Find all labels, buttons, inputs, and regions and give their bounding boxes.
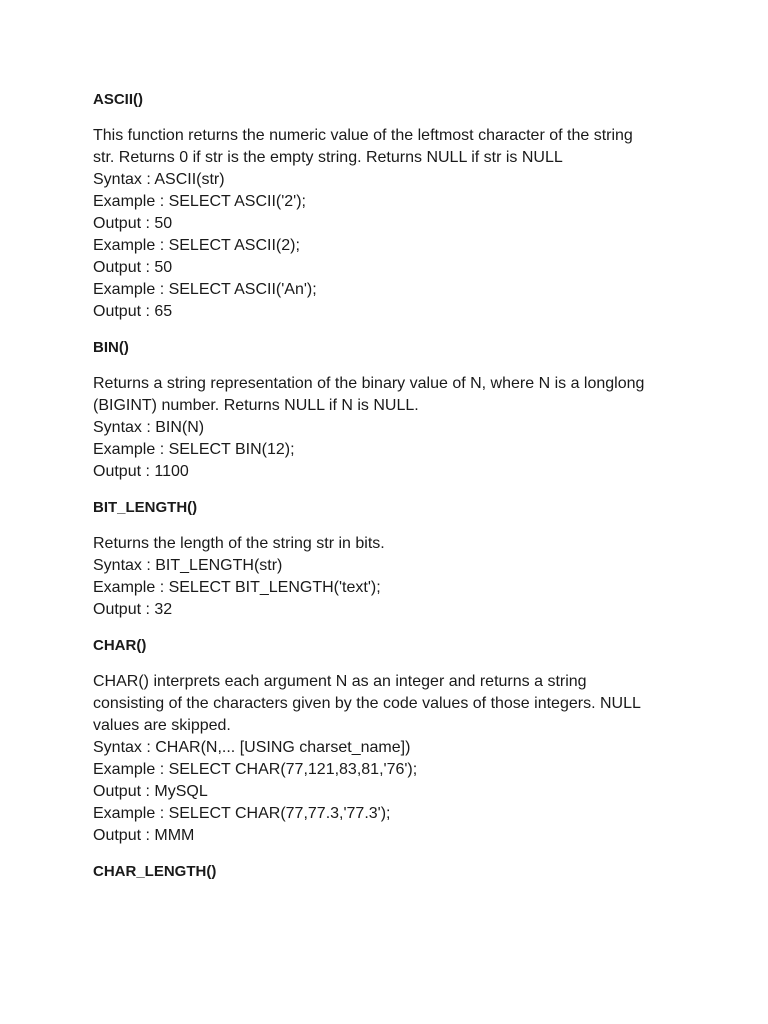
section-body	[93, 671, 713, 847]
body-line: Example : SELECT ASCII('2');	[93, 193, 306, 210]
body-line: CHAR() interprets each argument N as an integer and returns a string	[93, 673, 587, 690]
section-body	[93, 533, 713, 621]
body-line: (BIGINT) number. Returns NULL if N is NULL.	[93, 397, 419, 414]
document-page	[93, 89, 713, 883]
body-line: str. Returns 0 if str is the empty string. Returns NULL if str is NULL	[93, 149, 563, 166]
body-line: Example : SELECT CHAR(77,77.3,'77.3');	[93, 805, 391, 822]
body-line: Returns a string representation of the binary value of N, where N is a longlong	[93, 375, 645, 392]
section-title: ASCII()	[93, 91, 143, 108]
body-line: consisting of the characters given by the code values of those integers. NULL	[93, 695, 641, 712]
section-title: BIT_LENGTH()	[93, 499, 198, 516]
body-line: values are skipped.	[93, 717, 231, 734]
section-body	[93, 373, 713, 483]
body-line: Syntax : CHAR(N,... [USING charset_name])	[93, 739, 411, 756]
section-bin	[93, 337, 713, 497]
body-line: Output : MMM	[93, 827, 195, 844]
body-line: Returns the length of the string str in bits.	[93, 535, 385, 552]
body-line: Syntax : BIT_LENGTH(str)	[93, 557, 283, 574]
body-line: Syntax : ASCII(str)	[93, 171, 225, 188]
body-line: Output : MySQL	[93, 783, 208, 800]
body-line: Example : SELECT BIT_LENGTH('text');	[93, 579, 381, 596]
body-line: Output : 50	[93, 215, 173, 232]
body-line: Example : SELECT BIN(12);	[93, 441, 295, 458]
section-char-length	[93, 861, 713, 883]
section-title: BIN()	[93, 339, 129, 356]
body-line: Output : 65	[93, 303, 173, 320]
section-body	[93, 125, 713, 323]
body-line: Syntax : BIN(N)	[93, 419, 205, 436]
body-line: This function returns the numeric value of the leftmost character of the string	[93, 127, 633, 144]
body-line: Example : SELECT ASCII('An');	[93, 281, 317, 298]
body-line: Output : 1100	[93, 463, 189, 480]
body-line: Output : 50	[93, 259, 173, 276]
body-line: Output : 32	[93, 601, 173, 618]
body-line: Example : SELECT ASCII(2);	[93, 237, 300, 254]
section-title: CHAR_LENGTH()	[93, 863, 217, 880]
section-bit-length	[93, 497, 713, 635]
section-ascii	[93, 89, 713, 337]
section-char	[93, 635, 713, 861]
section-title: CHAR()	[93, 637, 147, 654]
body-line: Example : SELECT CHAR(77,121,83,81,'76');	[93, 761, 418, 778]
